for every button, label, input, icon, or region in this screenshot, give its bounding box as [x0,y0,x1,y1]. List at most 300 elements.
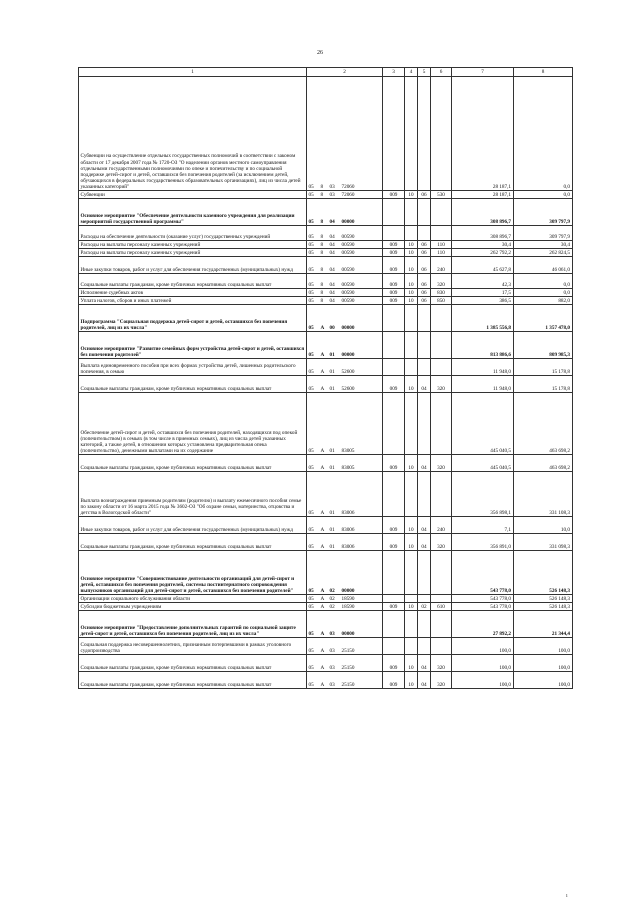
row-name: Социальные выплаты гражданам, кроме публичных нормативных социальных выплат [79,455,307,472]
table-row [79,551,573,595]
row-name: Организации социального обслуживания области [79,595,307,603]
ministry-code: 009 [383,534,405,551]
code-subprogram: А [320,543,325,550]
code-subprogram: А [320,509,325,516]
amount-year-1: 386,5 [452,297,514,305]
code-direction: 00590 [341,281,355,288]
code-activity: 01 [329,526,335,533]
code-subprogram: А [320,447,325,454]
header-cell: 1 [79,68,307,77]
code-direction: 00590 [341,233,355,240]
subsection-code: 04 [418,376,431,393]
code-direction: 00000 [341,630,355,637]
table-row [79,199,573,226]
subsection-code [418,472,431,517]
ministry-code [383,359,405,376]
amount-year-1: 445 040,5 [452,455,514,472]
row-name: Социальные выплаты гражданам, кроме публичных нормативных социальных выплат [79,534,307,551]
table-row [79,376,573,393]
target-code [307,257,383,274]
ministry-code [383,472,405,517]
table-row [79,305,573,332]
margin-mark: ı [566,893,568,899]
table-row [79,332,573,359]
row-name: Расходы на обеспечение деятельности (оказание услуг) государственных учреждений [79,226,307,241]
code-direction: 25150 [341,681,355,688]
table-row [79,191,573,199]
section-code: 10 [405,534,418,551]
amount-year-1: 356 898,1 [452,472,514,517]
code-subprogram: А [320,664,325,671]
amount-year-2: 809 985,3 [514,332,573,359]
code-program: 05 [308,183,314,190]
code-program: 05 [308,447,314,454]
table-row [79,241,573,249]
section-code [405,359,418,376]
amount-year-1: 100,0 [452,672,514,689]
code-subprogram: А [320,595,325,602]
code-activity: 03 [329,647,335,654]
code-direction: 83006 [341,543,355,550]
subsection-code: 04 [418,534,431,551]
target-code [307,305,383,332]
amount-year-1: 28 187,1 [452,191,514,199]
section-code [405,611,418,638]
target-code [307,455,383,472]
code-program: 05 [308,509,314,516]
expense-type-code [431,551,452,595]
amount-year-1: 42,3 [452,274,514,289]
amount-year-1: 543 778,0 [452,603,514,611]
table-row [79,611,573,638]
row-name: Основное мероприятие "Совершенствование деятельности организаций для детей-сирот и детей, оставшихся без попечения родителей, системы постинтернатного сопровождения выпускников организаций для детей-сирот и детей, оставшихся без попечения родителей" [79,551,307,595]
row-name: Социальные выплаты гражданам, кроме публичных нормативных социальных выплат [79,655,307,672]
code-direction: 72060 [341,191,355,198]
table-row [79,534,573,551]
table-header-row [79,68,573,77]
target-code [307,332,383,359]
ministry-code [383,226,405,241]
expense-type-code: 320 [431,376,452,393]
code-activity: 04 [329,281,335,288]
code-program: 05 [308,281,314,288]
header-cell: 7 [452,68,514,77]
section-code [405,226,418,241]
row-name: Расходы на выплаты персоналу казенных учреждений [79,249,307,257]
section-code: 10 [405,672,418,689]
amount-year-2: 463 698,2 [514,393,573,455]
code-direction: 83006 [341,526,355,533]
target-code [307,638,383,655]
amount-year-2: 10,0 [514,517,573,534]
code-program: 05 [308,249,314,256]
amount-year-2: 463 698,2 [514,455,573,472]
code-subprogram: 8 [320,297,324,304]
amount-year-2: 0,0 [514,289,573,297]
code-direction: 25150 [341,647,355,654]
subsection-code: 06 [418,274,431,289]
code-subprogram: А [320,603,325,610]
target-code [307,297,383,305]
subsection-code: 04 [418,672,431,689]
amount-year-1: 1 385 556,8 [452,305,514,332]
code-direction: 00000 [341,351,355,358]
target-code [307,595,383,603]
expense-type-code [431,638,452,655]
target-code [307,191,383,199]
target-code [307,376,383,393]
section-code [405,393,418,455]
row-name: Выплата единовременного пособия при всех формах устройства детей, лишенных родительского попечения, в семью [79,359,307,376]
amount-year-2: 331 098,3 [514,534,573,551]
table-row [79,274,573,289]
code-subprogram: 8 [320,191,324,198]
subsection-code: 04 [418,517,431,534]
target-code [307,611,383,638]
table-row [79,226,573,241]
code-direction: 00590 [341,249,355,256]
row-name: Социальная поддержка несовершеннолетних, признанным потерпевшими в рамках уголовного судопроизводства [79,638,307,655]
section-code [405,472,418,517]
subsection-code: 06 [418,249,431,257]
section-code: 10 [405,191,418,199]
row-name: Выплата вознаграждения приемным родителям (родителю) и выплату ежемесячного пособия семье по закону области от 16 марта 2015 года № 3602-ОЗ "Об охране семьи, материнства, отцовства и детства в Вологодской области" [79,472,307,517]
ministry-code: 009 [383,603,405,611]
header-cell: 3 [383,68,405,77]
row-name: Расходы на выплаты персоналу казенных учреждений [79,241,307,249]
amount-year-2: 100,0 [514,638,573,655]
code-program: 05 [308,526,314,533]
amount-year-2: 526 148,3 [514,603,573,611]
target-code [307,274,383,289]
row-name: Субсидии бюджетным учреждениям [79,603,307,611]
target-code [307,226,383,241]
code-subprogram: А [320,385,325,392]
subsection-code [418,551,431,595]
target-code [307,655,383,672]
header-cell: 6 [431,68,452,77]
subsection-code: 06 [418,191,431,199]
code-program: 05 [308,603,314,610]
section-code: 10 [405,655,418,672]
amount-year-2: 0,0 [514,274,573,289]
code-subprogram: А [320,681,325,688]
code-activity: 02 [329,603,335,610]
expense-type-code [431,595,452,603]
target-code [307,534,383,551]
subsection-code [418,199,431,226]
amount-year-2: 526 148,3 [514,551,573,595]
code-program: 05 [308,385,314,392]
ministry-code [383,77,405,191]
code-direction: 00000 [341,324,355,331]
code-activity: 01 [329,385,335,392]
section-code [405,199,418,226]
expense-type-code: 320 [431,455,452,472]
code-program: 05 [308,351,314,358]
amount-year-1: 543 778,0 [452,595,514,603]
code-activity: 03 [329,191,335,198]
code-subprogram: А [320,368,325,375]
subsection-code: 06 [418,257,431,274]
budget-table [78,67,573,689]
ministry-code: 009 [383,297,405,305]
code-activity: 04 [329,297,335,304]
header-cell: 5 [418,68,431,77]
amount-year-2: 0,0 [514,77,573,191]
amount-year-1: 356 891,0 [452,534,514,551]
code-activity: 04 [329,233,335,240]
subsection-code [418,226,431,241]
code-direction: 00000 [341,587,355,594]
row-name: Обеспечение детей-сирот и детей, оставшихся без попечения родителей, находящихся под опекой (попечительством) в семьях (в том числе в приемных семьях), лиц из числа детей указанных категорий, а также детей, в отношении которых установлена предварительная опека (попечительство), денежными выплатами на их содержание [79,393,307,455]
ministry-code: 009 [383,455,405,472]
code-direction: 00590 [341,289,355,296]
table-row [79,595,573,603]
expense-type-code: 320 [431,534,452,551]
table-row [79,455,573,472]
ministry-code: 009 [383,257,405,274]
expense-type-code [431,472,452,517]
table-row [79,393,573,455]
subsection-code [418,305,431,332]
code-direction: 83006 [341,509,355,516]
code-activity: 01 [329,543,335,550]
section-code [405,551,418,595]
code-activity: 01 [329,447,335,454]
code-subprogram: 8 [320,266,324,273]
code-subprogram: 8 [320,281,324,288]
table-row [79,289,573,297]
table-row [79,638,573,655]
ministry-code: 009 [383,289,405,297]
code-activity: 01 [329,509,335,516]
table-row [79,672,573,689]
row-name: Субвенции на осуществление отдельных государственных полномочий в соответствии с законом области от 17 декабря 2007 года № 1720-ОЗ "О наделении органов местного самоуправления отдельными государственными полномочиями по опеке и попечительству и по социальной поддержке детей-сирот и детей, оставшихся без попечения родителей (за исключением детей, обучающихся в федеральных государственных образовательных организациях), лиц из числа детей указанных категорий" [79,77,307,191]
code-activity: 04 [329,241,335,248]
expense-type-code: 320 [431,672,452,689]
expense-type-code: 320 [431,655,452,672]
section-code: 10 [405,241,418,249]
row-name: Основное мероприятие "Предоставление дополнительных гарантий по социальной защите детей-сирот и детей, оставшихся без попечения родителей, лиц из их числа" [79,611,307,638]
amount-year-1: 11 948,0 [452,359,514,376]
target-code [307,517,383,534]
amount-year-2: 15 178,8 [514,359,573,376]
amount-year-1: 45 627,8 [452,257,514,274]
code-direction: 52600 [341,368,355,375]
code-program: 05 [308,233,314,240]
header-cell: 8 [514,68,573,77]
header-cell: 4 [405,68,418,77]
code-activity: 04 [329,249,335,256]
subsection-code: 06 [418,289,431,297]
code-direction: 83005 [341,464,355,471]
code-program: 05 [308,218,314,225]
amount-year-2: 309 797,9 [514,226,573,241]
code-activity: 01 [329,464,335,471]
expense-type-code [431,77,452,191]
ministry-code: 009 [383,517,405,534]
section-code [405,305,418,332]
target-code [307,199,383,226]
section-code: 10 [405,455,418,472]
code-subprogram: 8 [320,289,324,296]
subsection-code: 06 [418,297,431,305]
expense-type-code: 610 [431,603,452,611]
section-code [405,638,418,655]
subsection-code: 04 [418,455,431,472]
row-name: Иные закупки товаров, работ и услуг для обеспечения государственных (муниципальных) нужд [79,517,307,534]
subsection-code [418,611,431,638]
code-subprogram: А [320,630,325,637]
code-subprogram: 8 [320,249,324,256]
code-subprogram: 8 [320,241,324,248]
ministry-code: 009 [383,191,405,199]
ministry-code [383,611,405,638]
amount-year-1: 100,0 [452,655,514,672]
target-code [307,289,383,297]
amount-year-2: 882,0 [514,297,573,305]
section-code [405,595,418,603]
amount-year-1: 813 886,6 [452,332,514,359]
ministry-code [383,199,405,226]
ministry-code: 009 [383,672,405,689]
code-activity: 03 [329,630,335,637]
code-program: 05 [308,587,314,594]
section-code: 10 [405,249,418,257]
row-name: Иные закупки товаров, работ и услуг для обеспечения государственных (муниципальных) нужд [79,257,307,274]
code-activity: 00 [329,324,335,331]
code-direction: 00000 [341,218,355,225]
section-code [405,332,418,359]
code-subprogram: А [320,351,325,358]
section-code [405,77,418,191]
code-subprogram: А [320,587,325,594]
table-row [79,517,573,534]
expense-type-code [431,305,452,332]
code-activity: 03 [329,183,335,190]
amount-year-2: 526 148,3 [514,595,573,603]
expense-type-code [431,359,452,376]
row-name: Социальные выплаты гражданам, кроме публичных нормативных социальных выплат [79,672,307,689]
expense-type-code: 850 [431,297,452,305]
ministry-code [383,305,405,332]
row-name: Подпрограмма "Социальная поддержка детей-сирот и детей, оставшихся без попечения родителей, лиц из их числа" [79,305,307,332]
amount-year-1: 100,0 [452,638,514,655]
code-activity: 04 [329,218,335,225]
amount-year-2: 262 824,5 [514,249,573,257]
code-activity: 04 [329,266,335,273]
amount-year-1: 28 187,1 [452,77,514,191]
expense-type-code: 240 [431,257,452,274]
subsection-code [418,595,431,603]
table-row [79,77,573,191]
expense-type-code: 240 [431,517,452,534]
code-subprogram: 8 [320,218,324,225]
expense-type-code: 830 [431,289,452,297]
ministry-code: 009 [383,376,405,393]
amount-year-1: 262 792,2 [452,249,514,257]
target-code [307,603,383,611]
target-code [307,77,383,191]
amount-year-2: 15 178,8 [514,376,573,393]
amount-year-2: 331 108,3 [514,472,573,517]
code-subprogram: А [320,324,325,331]
code-program: 05 [308,664,314,671]
code-program: 05 [308,324,314,331]
target-code [307,551,383,595]
table-row [79,655,573,672]
amount-year-2: 309 797,9 [514,199,573,226]
code-activity: 01 [329,368,335,375]
ministry-code [383,551,405,595]
row-name: Социальные выплаты гражданам, кроме публичных нормативных социальных выплат [79,376,307,393]
row-name: Основное мероприятие "Обеспечение деятельности казенного учреждения для реализации мероприятий государственной программы" [79,199,307,226]
expense-type-code: 110 [431,241,452,249]
section-code: 10 [405,603,418,611]
expense-type-code: 320 [431,274,452,289]
subsection-code [418,77,431,191]
row-name: Уплата налогов, сборов и иных платежей [79,297,307,305]
amount-year-2: 100,0 [514,655,573,672]
page-number: 26 [317,50,323,56]
subsection-code [418,359,431,376]
code-subprogram: 8 [320,233,324,240]
amount-year-2: 21 344,4 [514,611,573,638]
code-program: 05 [308,647,314,654]
amount-year-1: 445 040,5 [452,393,514,455]
target-code [307,241,383,249]
section-code: 10 [405,289,418,297]
code-program: 05 [308,289,314,296]
expense-type-code: 530 [431,191,452,199]
code-program: 05 [308,241,314,248]
code-subprogram: А [320,464,325,471]
row-name: Субвенции [79,191,307,199]
subsection-code [418,332,431,359]
expense-type-code [431,611,452,638]
expense-type-code [431,199,452,226]
code-direction: 00590 [341,266,355,273]
ministry-code: 009 [383,655,405,672]
expense-type-code [431,226,452,241]
subsection-code: 04 [418,655,431,672]
amount-year-1: 27 892,2 [452,611,514,638]
code-activity: 01 [329,351,335,358]
table-row [79,603,573,611]
code-program: 05 [308,368,314,375]
code-activity: 02 [329,595,335,602]
table-row [79,297,573,305]
code-activity: 02 [329,587,335,594]
row-name: Основное мероприятие "Развитие семейных форм устройства детей-сирот и детей, оставшихся без попечения родителей" [79,332,307,359]
ministry-code [383,638,405,655]
code-program: 05 [308,297,314,304]
code-program: 05 [308,543,314,550]
target-code [307,472,383,517]
expense-type-code: 110 [431,249,452,257]
target-code [307,393,383,455]
code-subprogram: А [320,526,325,533]
code-direction: 52600 [341,385,355,392]
amount-year-1: 543 778,0 [452,551,514,595]
amount-year-2: 30,4 [514,241,573,249]
table-row [79,472,573,517]
amount-year-1: 308 896,7 [452,199,514,226]
table-row [79,359,573,376]
code-program: 05 [308,630,314,637]
amount-year-1: 308 896,7 [452,226,514,241]
